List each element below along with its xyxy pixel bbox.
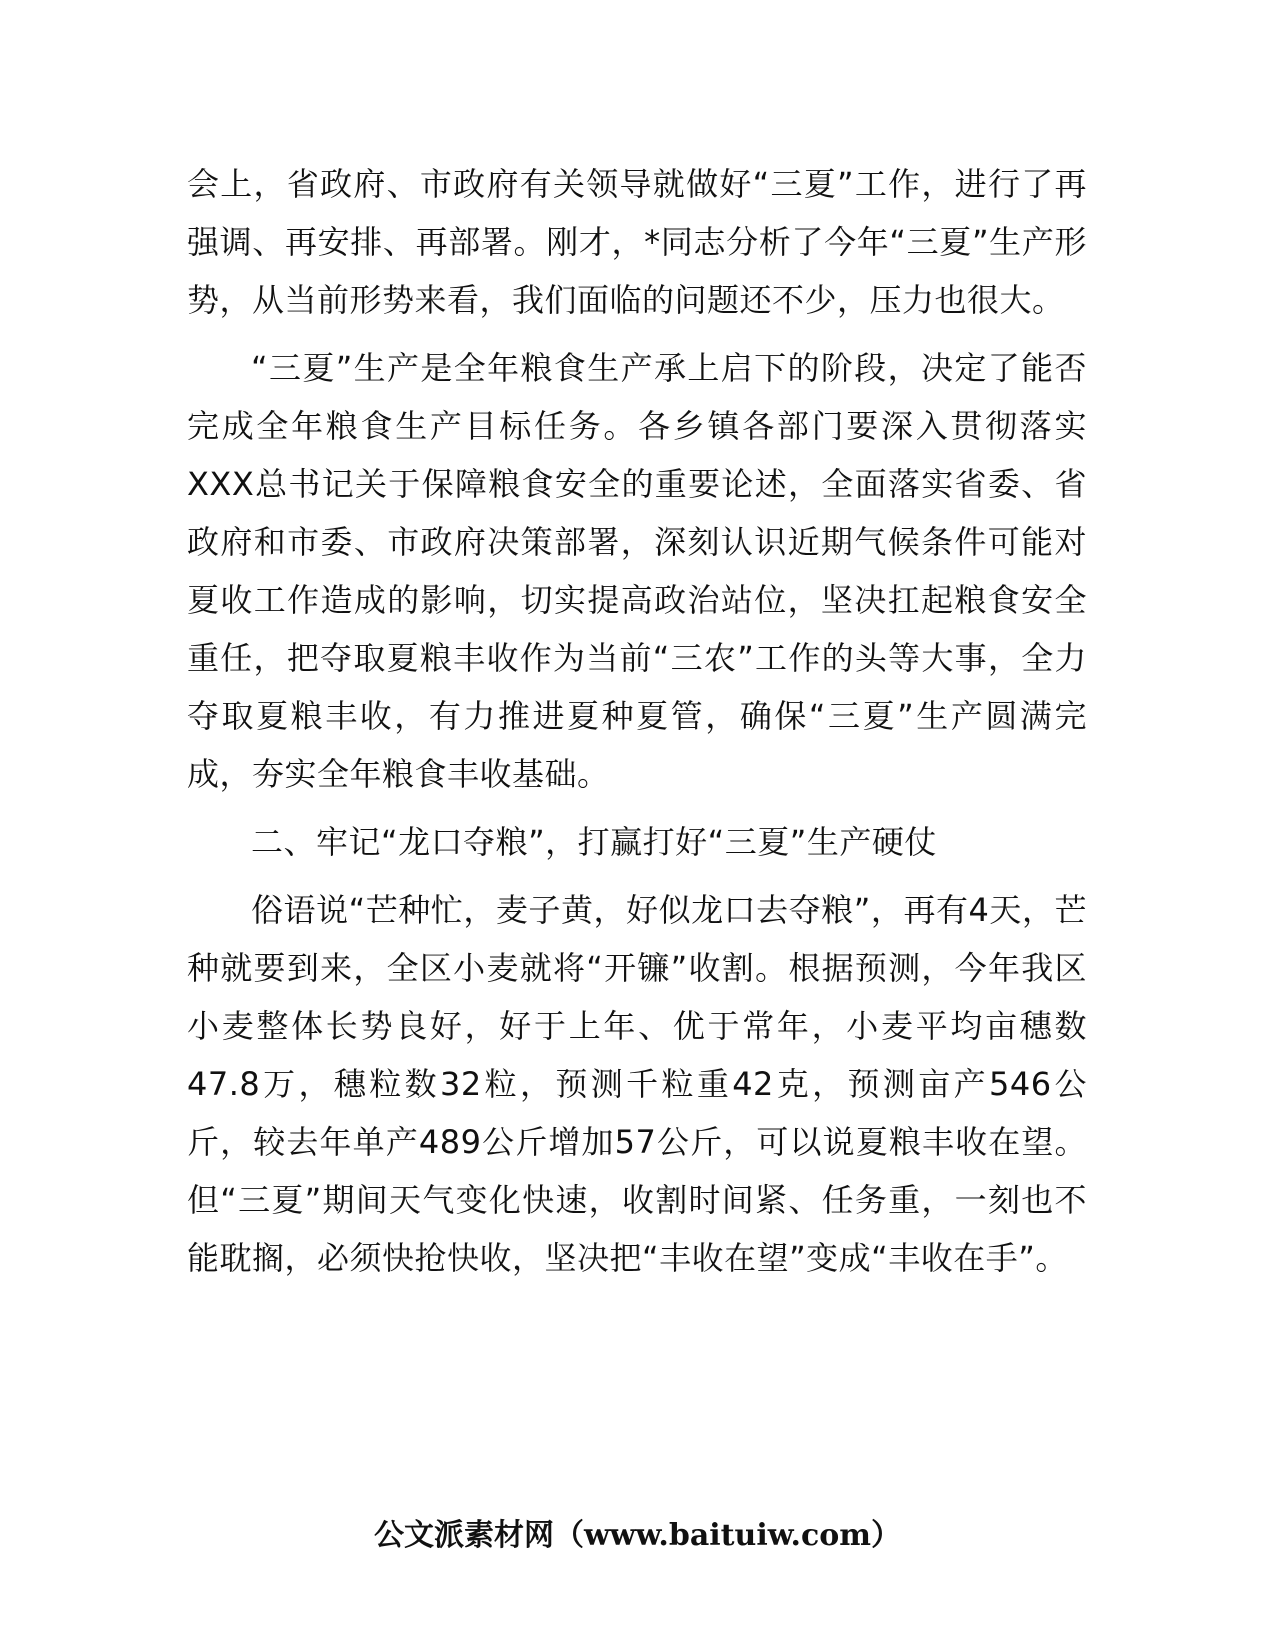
paragraph-2: “三夏”生产是全年粮食生产承上启下的阶段，决定了能否完成全年粮食生产目标任务。各乡镇各部门要深入贯彻落实XXX总书记关于保障粮食安全的重要论述，全面落实省委、省政府和市委、市政府决策部署，深刻认识近期气候条件可能对夏收工作造成的影响，切实提高政治站位，坚决扛起粮食安全重任，把夺取夏粮丰收作为当前“三农”工作的头等大事，全力夺取夏粮丰收，有力推进夏种夏管，确保“三夏”生产圆满完成，夯实全年粮食丰收基础。 xyxy=(187,349,1087,793)
document-body xyxy=(187,155,1087,1297)
paragraph-4: 俗语说“芒种忙，麦子黄，好似龙口去夺粮”，再有4天，芒种就要到来，全区小麦就将“开镰”收割。根据预测，今年我区小麦整体长势良好，好于上年、优于常年，小麦平均亩穗数47.8万，穗粒数32粒，预测千粒重42克，预测亩产546公斤，较去年单产489公斤增加57公斤，可以说夏粮丰收在望。但“三夏”期间天气变化快速，收割时间紧、任务重，一刻也不能耽搁，必须快抢快收，坚决把“丰收在望”变成“丰收在手”。 xyxy=(187,891,1087,1277)
section-heading: 二、牢记“龙口夺粮”，打赢打好“三夏”生产硬仗 xyxy=(251,823,937,861)
footer-source: 公文派素材网（www.baituiw.com） xyxy=(373,1518,902,1553)
paragraph-1: 会上，省政府、市政府有关领导就做好“三夏”工作，进行了再强调、再安排、再部署。刚才，*同志分析了今年“三夏”生产形势，从当前形势来看，我们面临的问题还不少，压力也很大。 xyxy=(187,165,1087,319)
